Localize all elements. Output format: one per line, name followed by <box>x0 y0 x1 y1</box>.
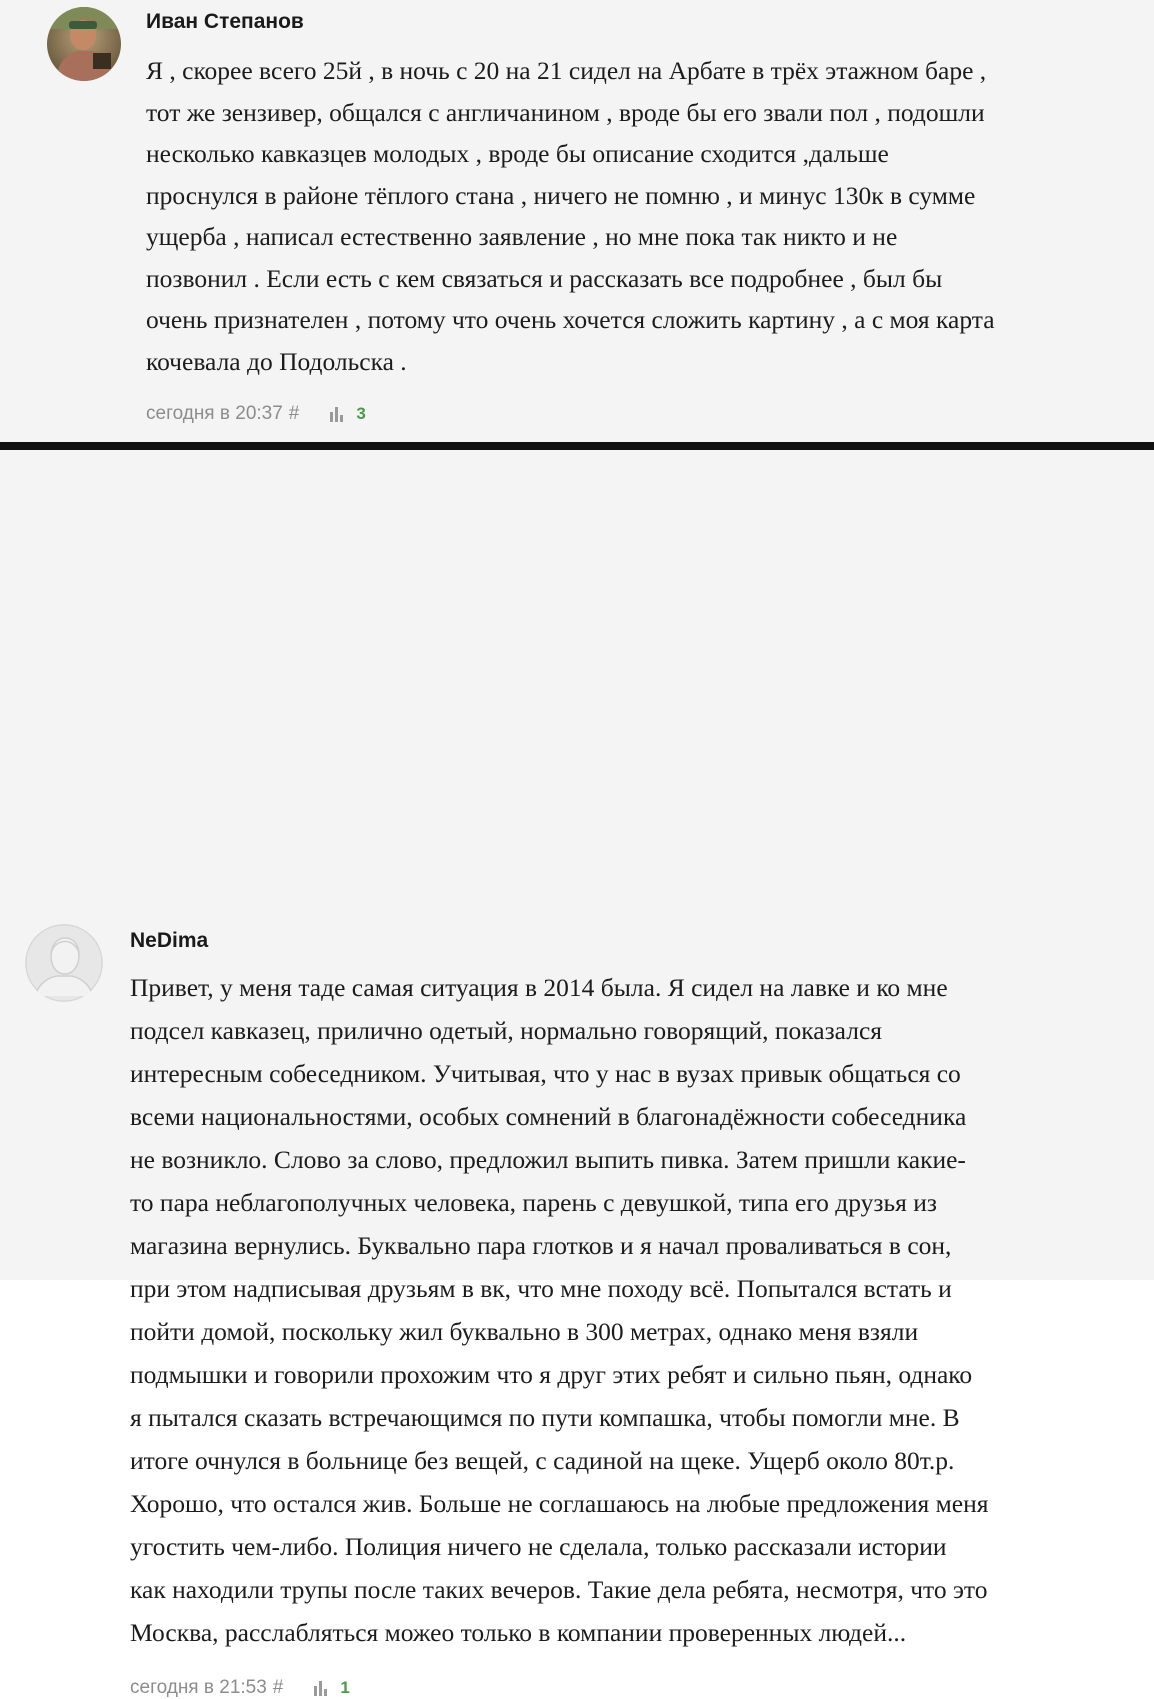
avatar[interactable] <box>47 7 121 81</box>
avatar[interactable] <box>25 924 103 1002</box>
comment-text-line: кочевала до Подольска . <box>146 346 407 376</box>
comment-text-line: интересным собеседником. Учитывая, что у нас в вузах привык общаться со <box>130 1059 961 1088</box>
comment-author[interactable]: Иван Степанов <box>146 10 304 33</box>
comment-meta <box>146 403 366 425</box>
user-photo-avatar-icon <box>47 7 121 81</box>
comment-text-line: очень признателен , потому что очень хочется сложить картину , а с моя карта <box>146 305 995 334</box>
comment-text-line: магазина вернулись. Буквально пара глотков и я начал проваливаться в сон, <box>130 1231 952 1260</box>
permalink-hash[interactable]: # <box>288 403 300 424</box>
rating-count: 1 <box>340 1678 350 1697</box>
comment-text-line: не возникло. Слово за слово, предложил выпить пивка. Затем пришли какие- <box>130 1145 966 1174</box>
comment-text-line: Хорошо, что остался жив. Больше не соглашаюсь на любые предложения меня <box>130 1489 989 1518</box>
comment-card <box>0 0 1154 442</box>
comment-text-line: проснулся в районе тёплого стана , ничего не помню , и минус 130к в сумме <box>146 180 976 210</box>
comment-divider <box>0 442 1154 450</box>
comment-text-line: пойти домой, поскольку жил буквально в 300 метрах, однако меня взяли <box>130 1317 919 1346</box>
comment-timestamp[interactable]: сегодня в 20:37 <box>146 403 283 424</box>
comment-text-line: итоге очнулся в больнице без вещей, с садиной на щеке. Ущерб около 80т.р. <box>130 1446 955 1475</box>
comment-text-line: тот же зензивер, общался с англичанином , вроде бы его звали пол , подошли <box>146 97 985 127</box>
comment-text <box>130 966 1150 1654</box>
comment-text-line: всеми национальностями, особых сомнений в благонадёжности собеседника <box>130 1102 967 1131</box>
comment-card <box>0 450 1154 1698</box>
comment-text <box>146 50 1146 382</box>
comment-text-line: Москва, расслабляться можео только в компании проверенных людей... <box>130 1618 907 1647</box>
comment-author[interactable]: NeDima <box>130 929 209 952</box>
comment-text-line: как находили трупы после таких вечеров. Такие дела ребята, несмотря, что это <box>130 1575 988 1604</box>
comment-text-line: позвонил . Если есть с кем связаться и рассказать все подробнее , был бы <box>146 263 943 293</box>
comment-text-line: ущерба , написал естественно заявление , но мне пока так никто и не <box>146 222 898 251</box>
comment-rating[interactable] <box>313 1678 349 1698</box>
bar-chart-icon <box>329 406 344 422</box>
comment-text-line: я пытался сказать встречающимся по пути компашка, чтобы помогли мне. В <box>130 1403 960 1432</box>
comment-text-line: угостить чем-либо. Полиция ничего не сделала, только рассказали истории <box>130 1532 947 1561</box>
comment-text-line: при этом надписывая друзьям в вк, что мне походу всё. Попытался встать и <box>130 1274 952 1303</box>
comment-text-line: Я , скорее всего 25й , в ночь с 20 на 21 сидел на Арбате в трёх этажном баре , <box>146 56 987 85</box>
bar-chart-icon <box>313 1680 328 1696</box>
comment-text-line: то пара неблагополучных человека, парень с девушкой, типа его друзья из <box>130 1188 937 1217</box>
comment-text-line: подсел кавказец, прилично одетый, нормально говорящий, показался <box>130 1016 882 1045</box>
comment-meta <box>130 1677 350 1699</box>
comment-text-line: подмышки и говорили прохожим что я друг этих ребят и сильно пьян, однако <box>130 1360 973 1389</box>
permalink-hash[interactable]: # <box>272 1677 284 1698</box>
comment-text-line: Привет, у меня таде самая ситуация в 2014 была. Я сидел на лавке и ко мне <box>130 973 948 1002</box>
comment-timestamp[interactable]: сегодня в 21:53 <box>130 1677 267 1698</box>
rating-count: 3 <box>356 404 366 423</box>
default-user-silhouette-icon <box>25 924 103 1002</box>
comment-text-line: несколько кавказцев молодых , вроде бы описание сходится ,дальше <box>146 139 889 168</box>
comment-rating[interactable] <box>329 404 365 424</box>
